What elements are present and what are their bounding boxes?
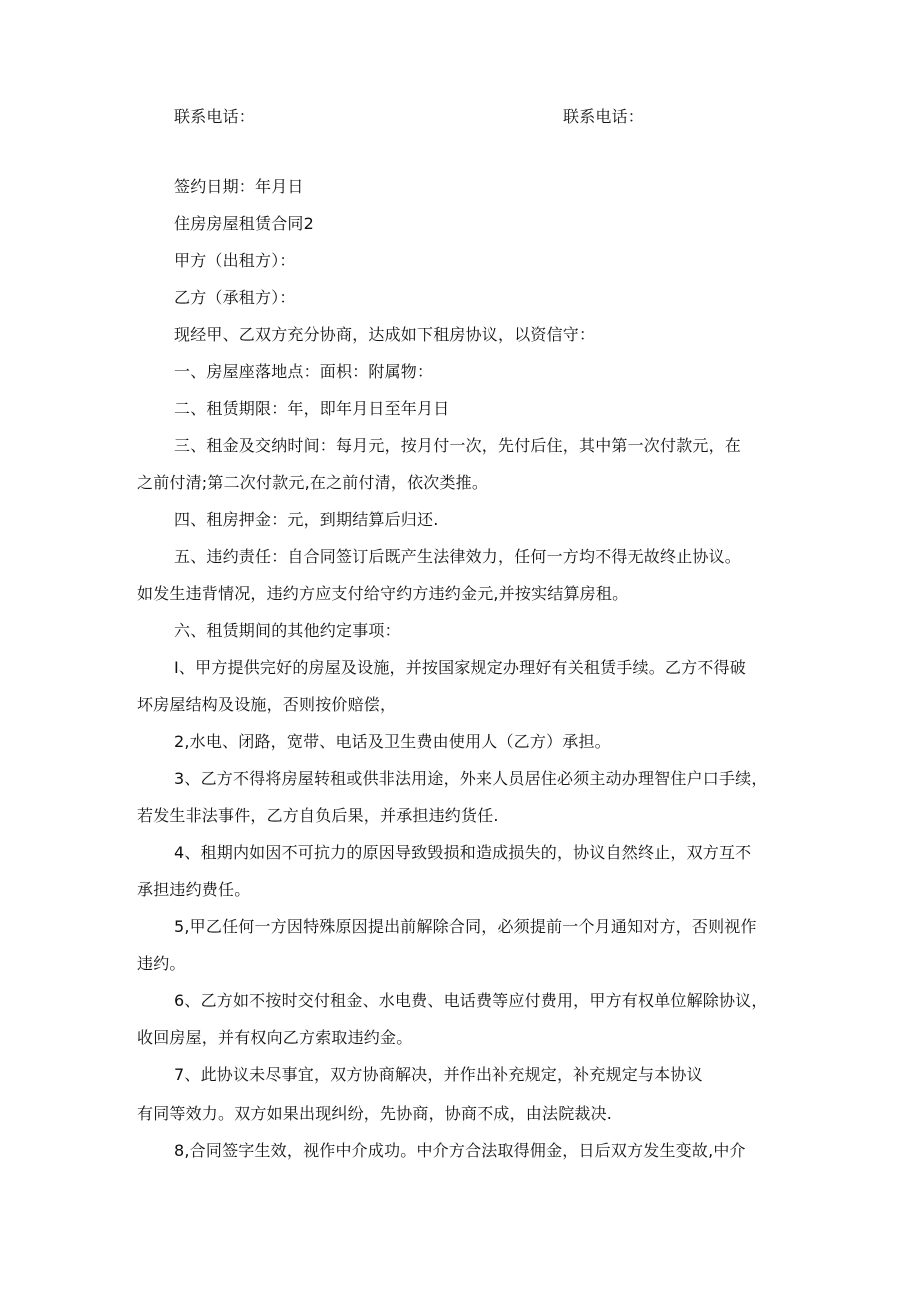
item-3-line-1: 3、乙方不得将房屋转租或供非法用途，外来人员居住必须主动办理智住户口手续， — [174, 769, 768, 788]
party-a-lessor: 甲方（出租方）： — [174, 251, 296, 270]
item-2-utilities: 2,水电、闭路，宽带、电话及卫生费由使用人（乙方）承担。 — [174, 732, 611, 751]
clause-3-rent-line-1: 三、租金及交纳时间：每月元，按月付一次，先付后住，其中第一次付款元，在 — [174, 436, 742, 455]
item-7-line-2: 有同等效力。双方如果出现纠纷，先协商，协商不成，由法院裁决. — [137, 1104, 613, 1123]
item-3-line-2: 若发生非法事件，乙方自负后果，并承担违约货任. — [137, 806, 499, 825]
clause-3-rent-line-2: 之前付清;第二次付款元,在之前付清，依次类推。 — [137, 473, 489, 492]
clause-5-breach-line-1: 五、违约责任：自合同签订后既产生法律效力，任何一方均不得无故终止协议。 — [174, 547, 742, 566]
clause-5-breach-line-2: 如发生违背情况，违约方应支付给守约方违约金元,并按实结算房租。 — [137, 584, 629, 603]
item-6-line-1: 6、乙方如不按时交付租金、水电费、电话费等应付费用，甲方有权单位解除协议， — [174, 991, 768, 1010]
clause-1-location: 一、房屋座落地点：面枳：附属物： — [174, 362, 434, 381]
item-8-line-1: 8,合同签字生效，视作中介成功。中介方合法取得佣金，日后双方发生变故,中介 — [174, 1141, 746, 1160]
intro-paragraph: 现经甲、乙双方充分协商，达成如下租房协议，以资信守： — [174, 325, 596, 344]
item-5-line-1: 5,甲乙任何一方因特殊原因提出前解除合同，必须提前一个月通知对方，否则视作 — [174, 917, 757, 936]
item-5-line-2: 违约。 — [137, 954, 186, 973]
clause-6-other-terms: 六、租赁期间的其他约定事项： — [174, 621, 401, 640]
left-contact-phone-label: 联系电话： — [174, 107, 256, 126]
right-contact-phone-label: 联系电话： — [563, 107, 645, 126]
party-b-lessee: 乙方（承租方）： — [174, 288, 296, 307]
clause-2-lease-term: 二、租赁期限：年，即年月日至年月日 — [174, 399, 450, 418]
item-1-line-2: 坏房屋结构及设施，否则按价赔偿， — [137, 695, 397, 714]
item-1-line-1: I、甲方提供完好的房屋及设施，并按国家规定办理好有关租赁手续。乙方不得破 — [174, 658, 746, 677]
sign-date: 签约日期：年月日 — [174, 177, 304, 196]
item-4-line-1: 4、租期内如因不可抗力的原因导致毁损和造成损失的，协议自然终止，双方互不 — [174, 843, 752, 862]
item-6-line-2: 收回房屋，并有权向乙方索取违约金。 — [137, 1028, 413, 1047]
document-title: 住房房屋租赁合同2 — [174, 214, 314, 233]
item-4-line-2: 承担违约费任。 — [137, 880, 251, 899]
item-7-line-1: 7、此协议未尽事宜，双方协商解决，并作出补充规定，补充规定与本协议 — [174, 1065, 703, 1084]
clause-4-deposit: 四、租房押金：元，到期结算后归还. — [174, 510, 439, 529]
